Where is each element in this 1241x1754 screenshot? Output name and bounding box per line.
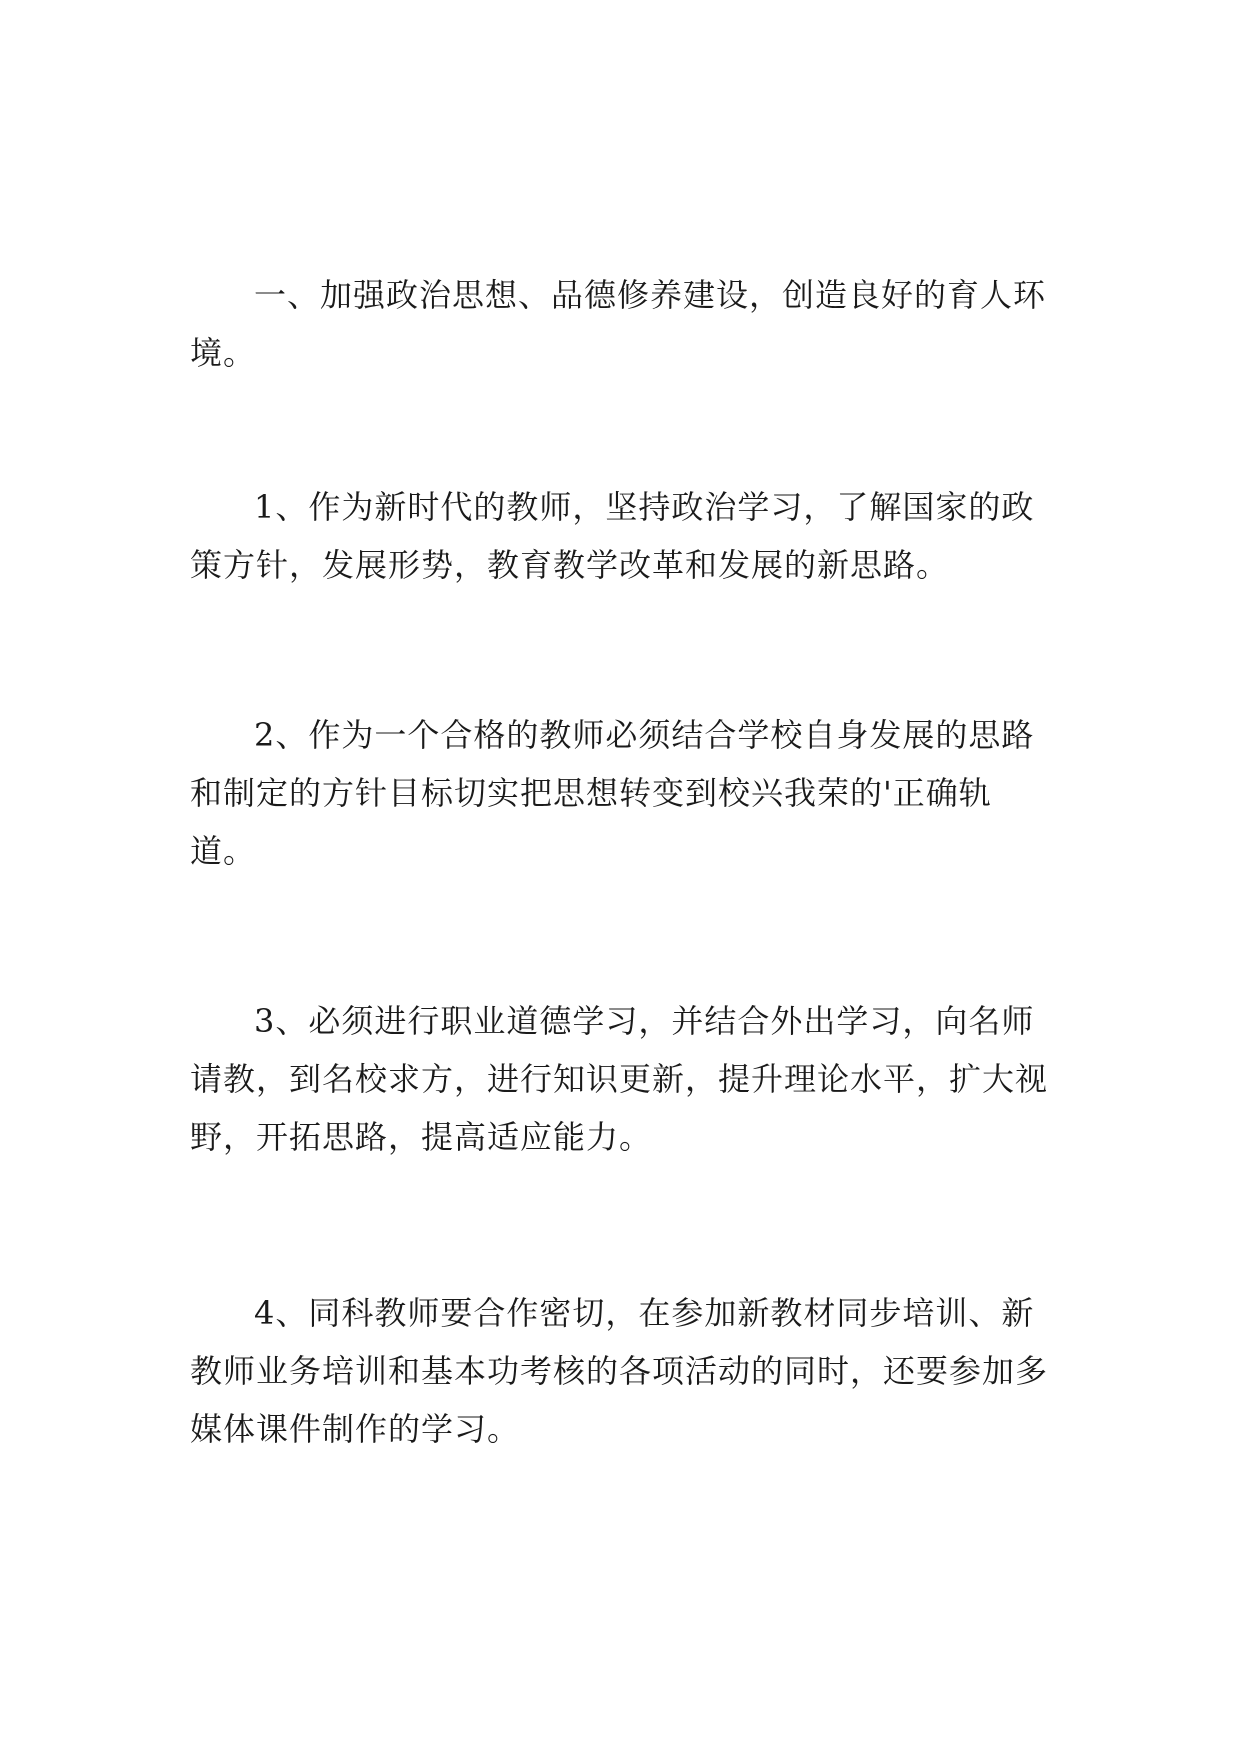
paragraph-item-2: 2、作为一个合格的教师必须结合学校自身发展的思路和制定的方针目标切实把思想转变到校兴我荣的'正确轨道。 (190, 716, 1035, 870)
paragraph-item-1: 1、作为新时代的教师，坚持政治学习，了解国家的政策方针，发展形势，教育教学改革和发展的新思路。 (190, 488, 1035, 584)
document-body (190, 266, 1050, 1458)
section-heading-paragraph: 一、加强政治思想、品德修养建设，创造良好的育人环境。 (190, 276, 1047, 372)
paragraph-item-3: 3、必须进行职业道德学习，并结合外出学习，向名师请教，到名校求方，进行知识更新，提升理论水平，扩大视野，开拓思路，提高适应能力。 (190, 1002, 1049, 1156)
paragraph-item-4: 4、同科教师要合作密切，在参加新教材同步培训、新教师业务培训和基本功考核的各项活动的同时，还要参加多媒体课件制作的学习。 (190, 1294, 1049, 1448)
